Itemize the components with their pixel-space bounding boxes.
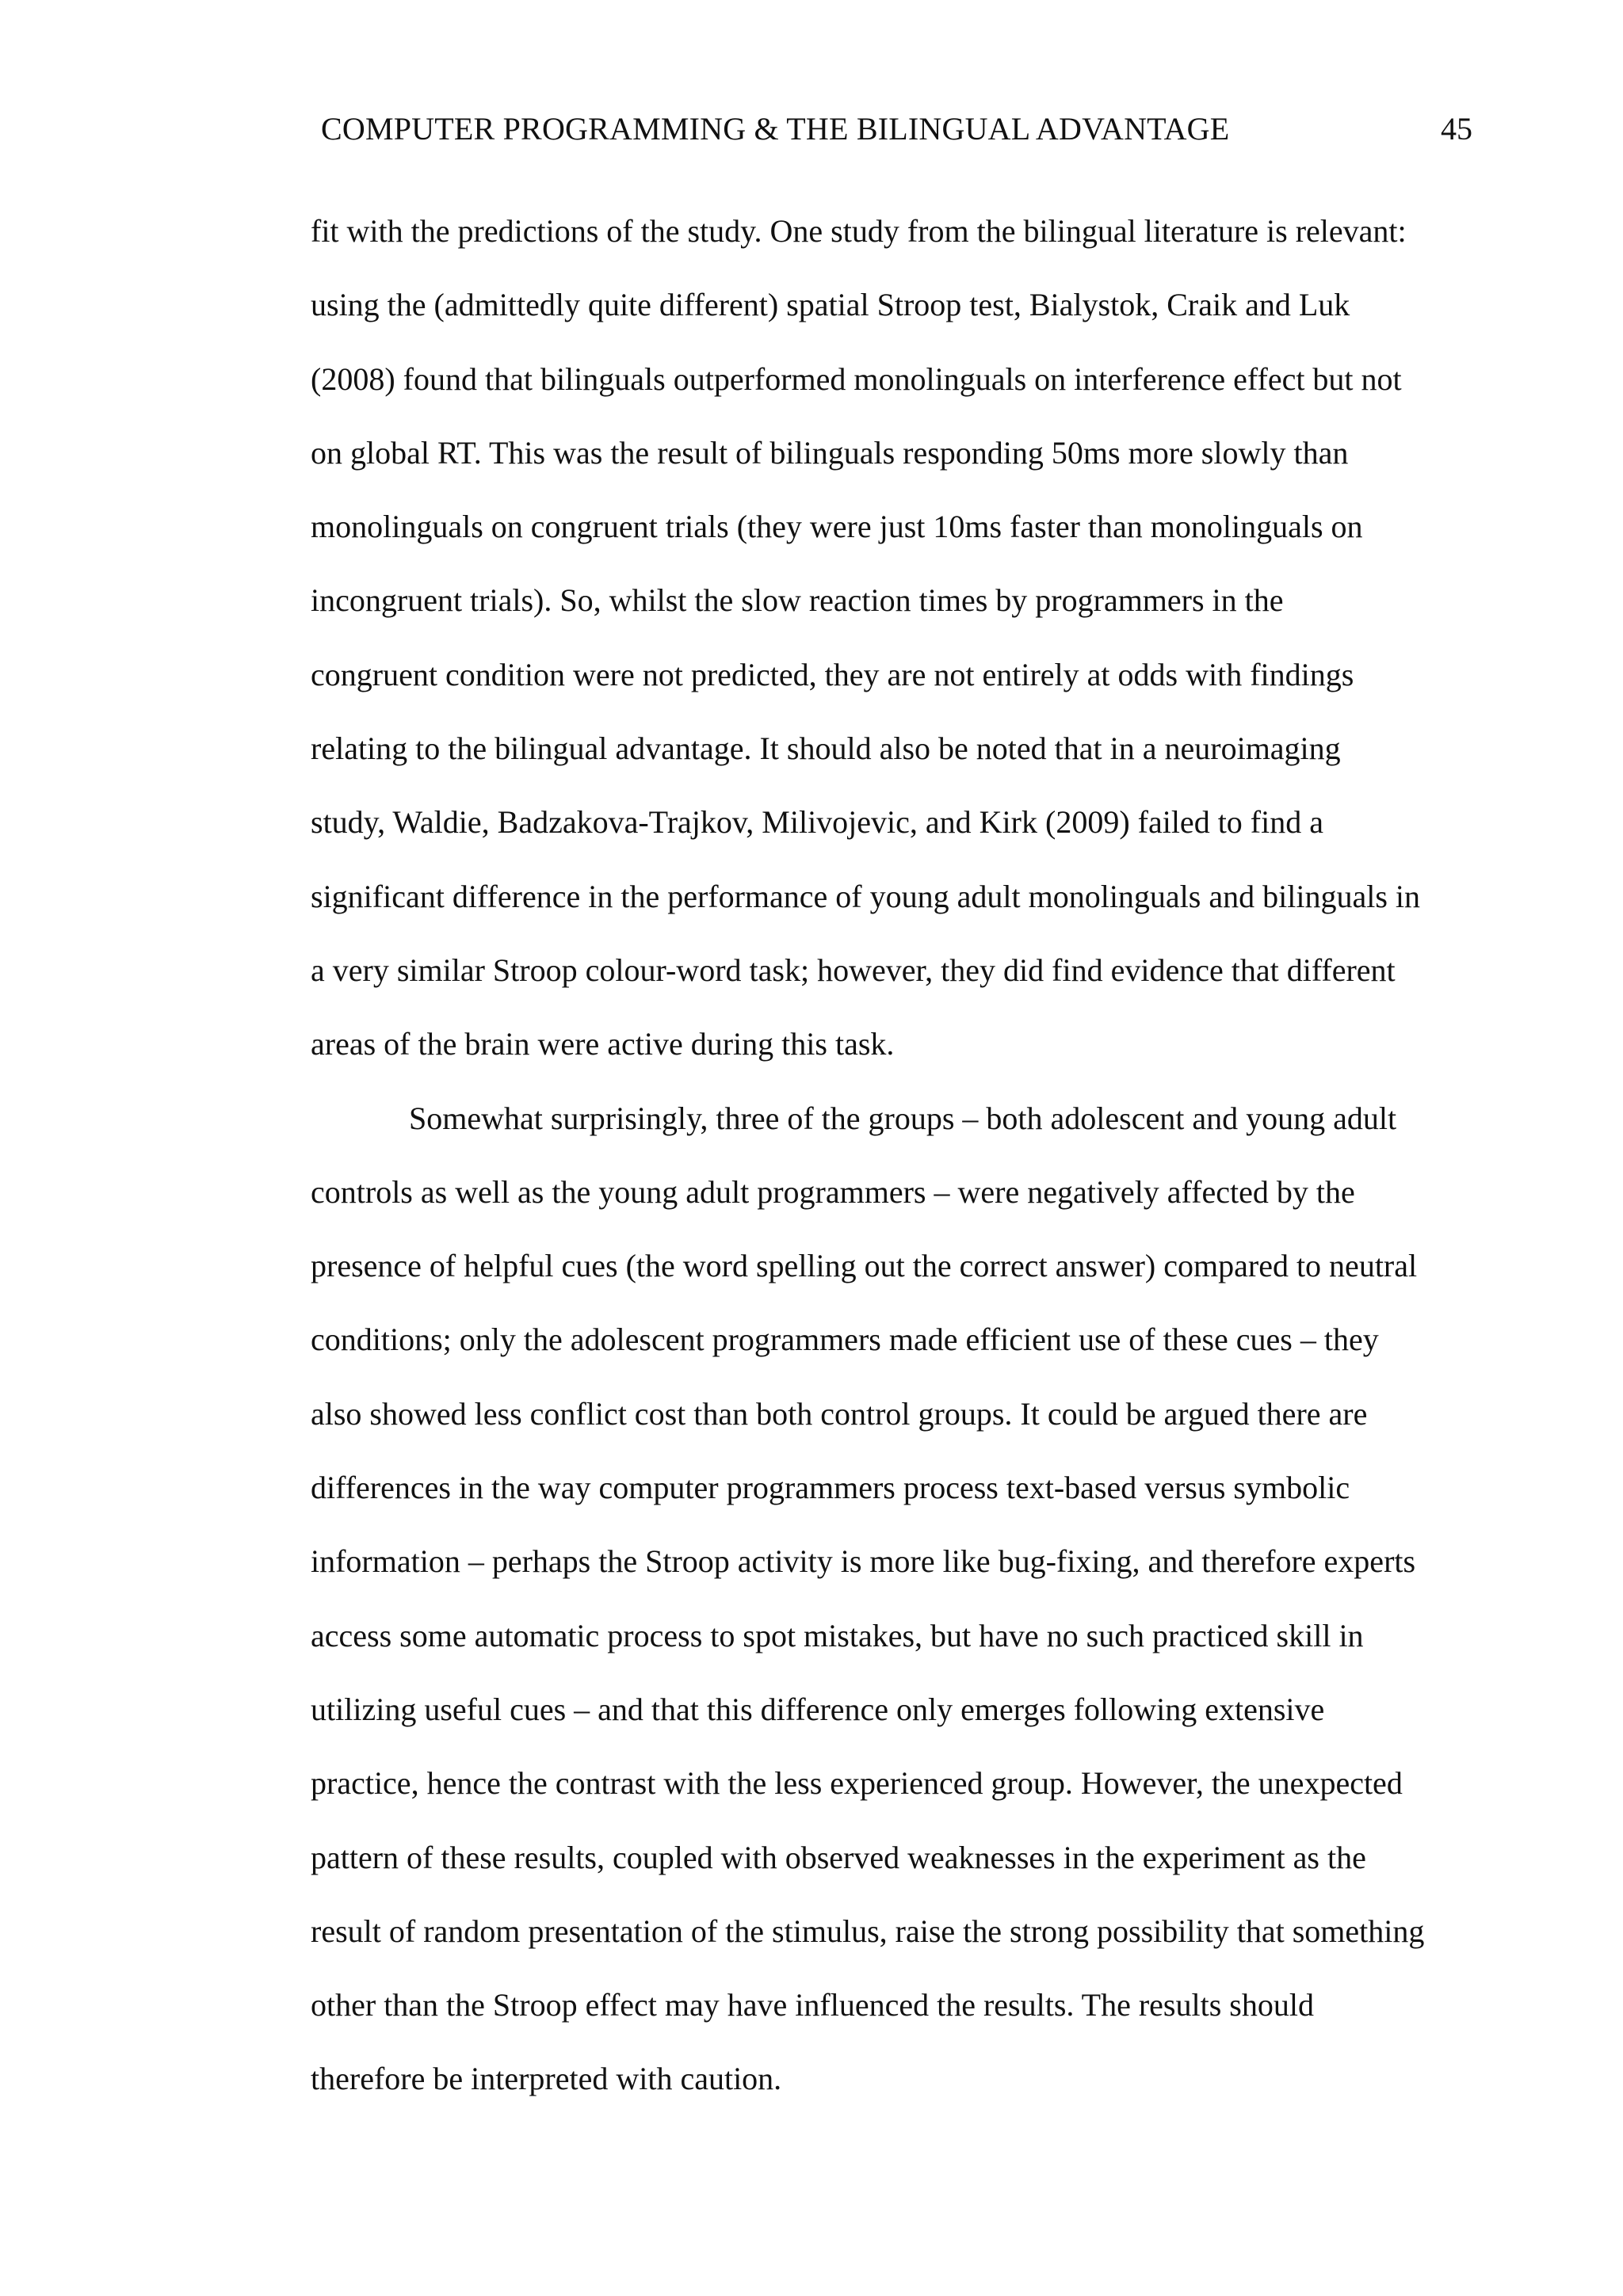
text-line: also showed less conflict cost than both control groups. It could be argued there are (311, 1395, 1368, 1432)
text-line: areas of the brain were active during this task. (311, 1026, 895, 1062)
text-line: Somewhat surprisingly, three of the groups – both adolescent and young adult (409, 1100, 1397, 1136)
text-line: other than the Stroop effect may have influenced the results. The results should (311, 1987, 1314, 2023)
text-line: a very similar Stroop colour-word task; however, they did find evidence that different (311, 952, 1396, 988)
paragraph (311, 1100, 1484, 2138)
text-line: controls as well as the young adult programmers – were negatively affected by the (311, 1173, 1355, 1210)
running-head: COMPUTER PROGRAMMING & THE BILINGUAL ADVANTAGE (321, 111, 1230, 147)
text-line: incongruent trials). So, whilst the slow reaction times by programmers in the (311, 582, 1284, 619)
paragraph (311, 215, 1484, 1103)
text-line: (2008) found that bilinguals outperformed monolinguals on interference effect but not (311, 360, 1402, 397)
text-line: monolinguals on congruent trials (they were just 10ms faster than monolinguals on (311, 509, 1363, 545)
text-line: on global RT. This was the result of bilinguals responding 50ms more slowly than (311, 434, 1349, 471)
text-line: information – perhaps the Stroop activity is more like bug-fixing, and therefore experts (311, 1543, 1416, 1580)
text-line: presence of helpful cues (the word spelling out the correct answer) compared to neutral (311, 1248, 1418, 1284)
text-line: access some automatic process to spot mistakes, but have no such practiced skill in (311, 1617, 1364, 1653)
text-line: significant difference in the performance of young adult monolinguals and bilinguals in (311, 878, 1420, 914)
body-text (311, 215, 1484, 2138)
text-line: practice, hence the contrast with the less experienced group. However, the unexpected (311, 1765, 1403, 1802)
text-line: result of random presentation of the stimulus, raise the strong possibility that something (311, 1913, 1425, 1949)
page-number: 45 (1441, 111, 1472, 147)
text-line: conditions; only the adolescent programmers made efficient use of these cues – they (311, 1322, 1379, 1358)
text-line: using the (admittedly quite different) spatial Stroop test, Bialystok, Craik and Luk (311, 287, 1350, 323)
text-line: fit with the predictions of the study. One study from the bilingual literature is relevant: (311, 213, 1407, 249)
text-line: utilizing useful cues – and that this difference only emerges following extensive (311, 1691, 1325, 1727)
text-line: differences in the way computer programmers process text-based versus symbolic (311, 1470, 1350, 1506)
text-line: congruent condition were not predicted, they are not entirely at odds with findings (311, 656, 1354, 692)
text-line: therefore be interpreted with caution. (311, 2061, 782, 2097)
text-line: relating to the bilingual advantage. It should also be noted that in a neuroimaging (311, 730, 1341, 767)
text-line: pattern of these results, coupled with observed weaknesses in the experiment as the (311, 1839, 1366, 1875)
text-line: study, Waldie, Badzakova-Trajkov, Milivojevic, and Kirk (2009) failed to find a (311, 804, 1323, 841)
